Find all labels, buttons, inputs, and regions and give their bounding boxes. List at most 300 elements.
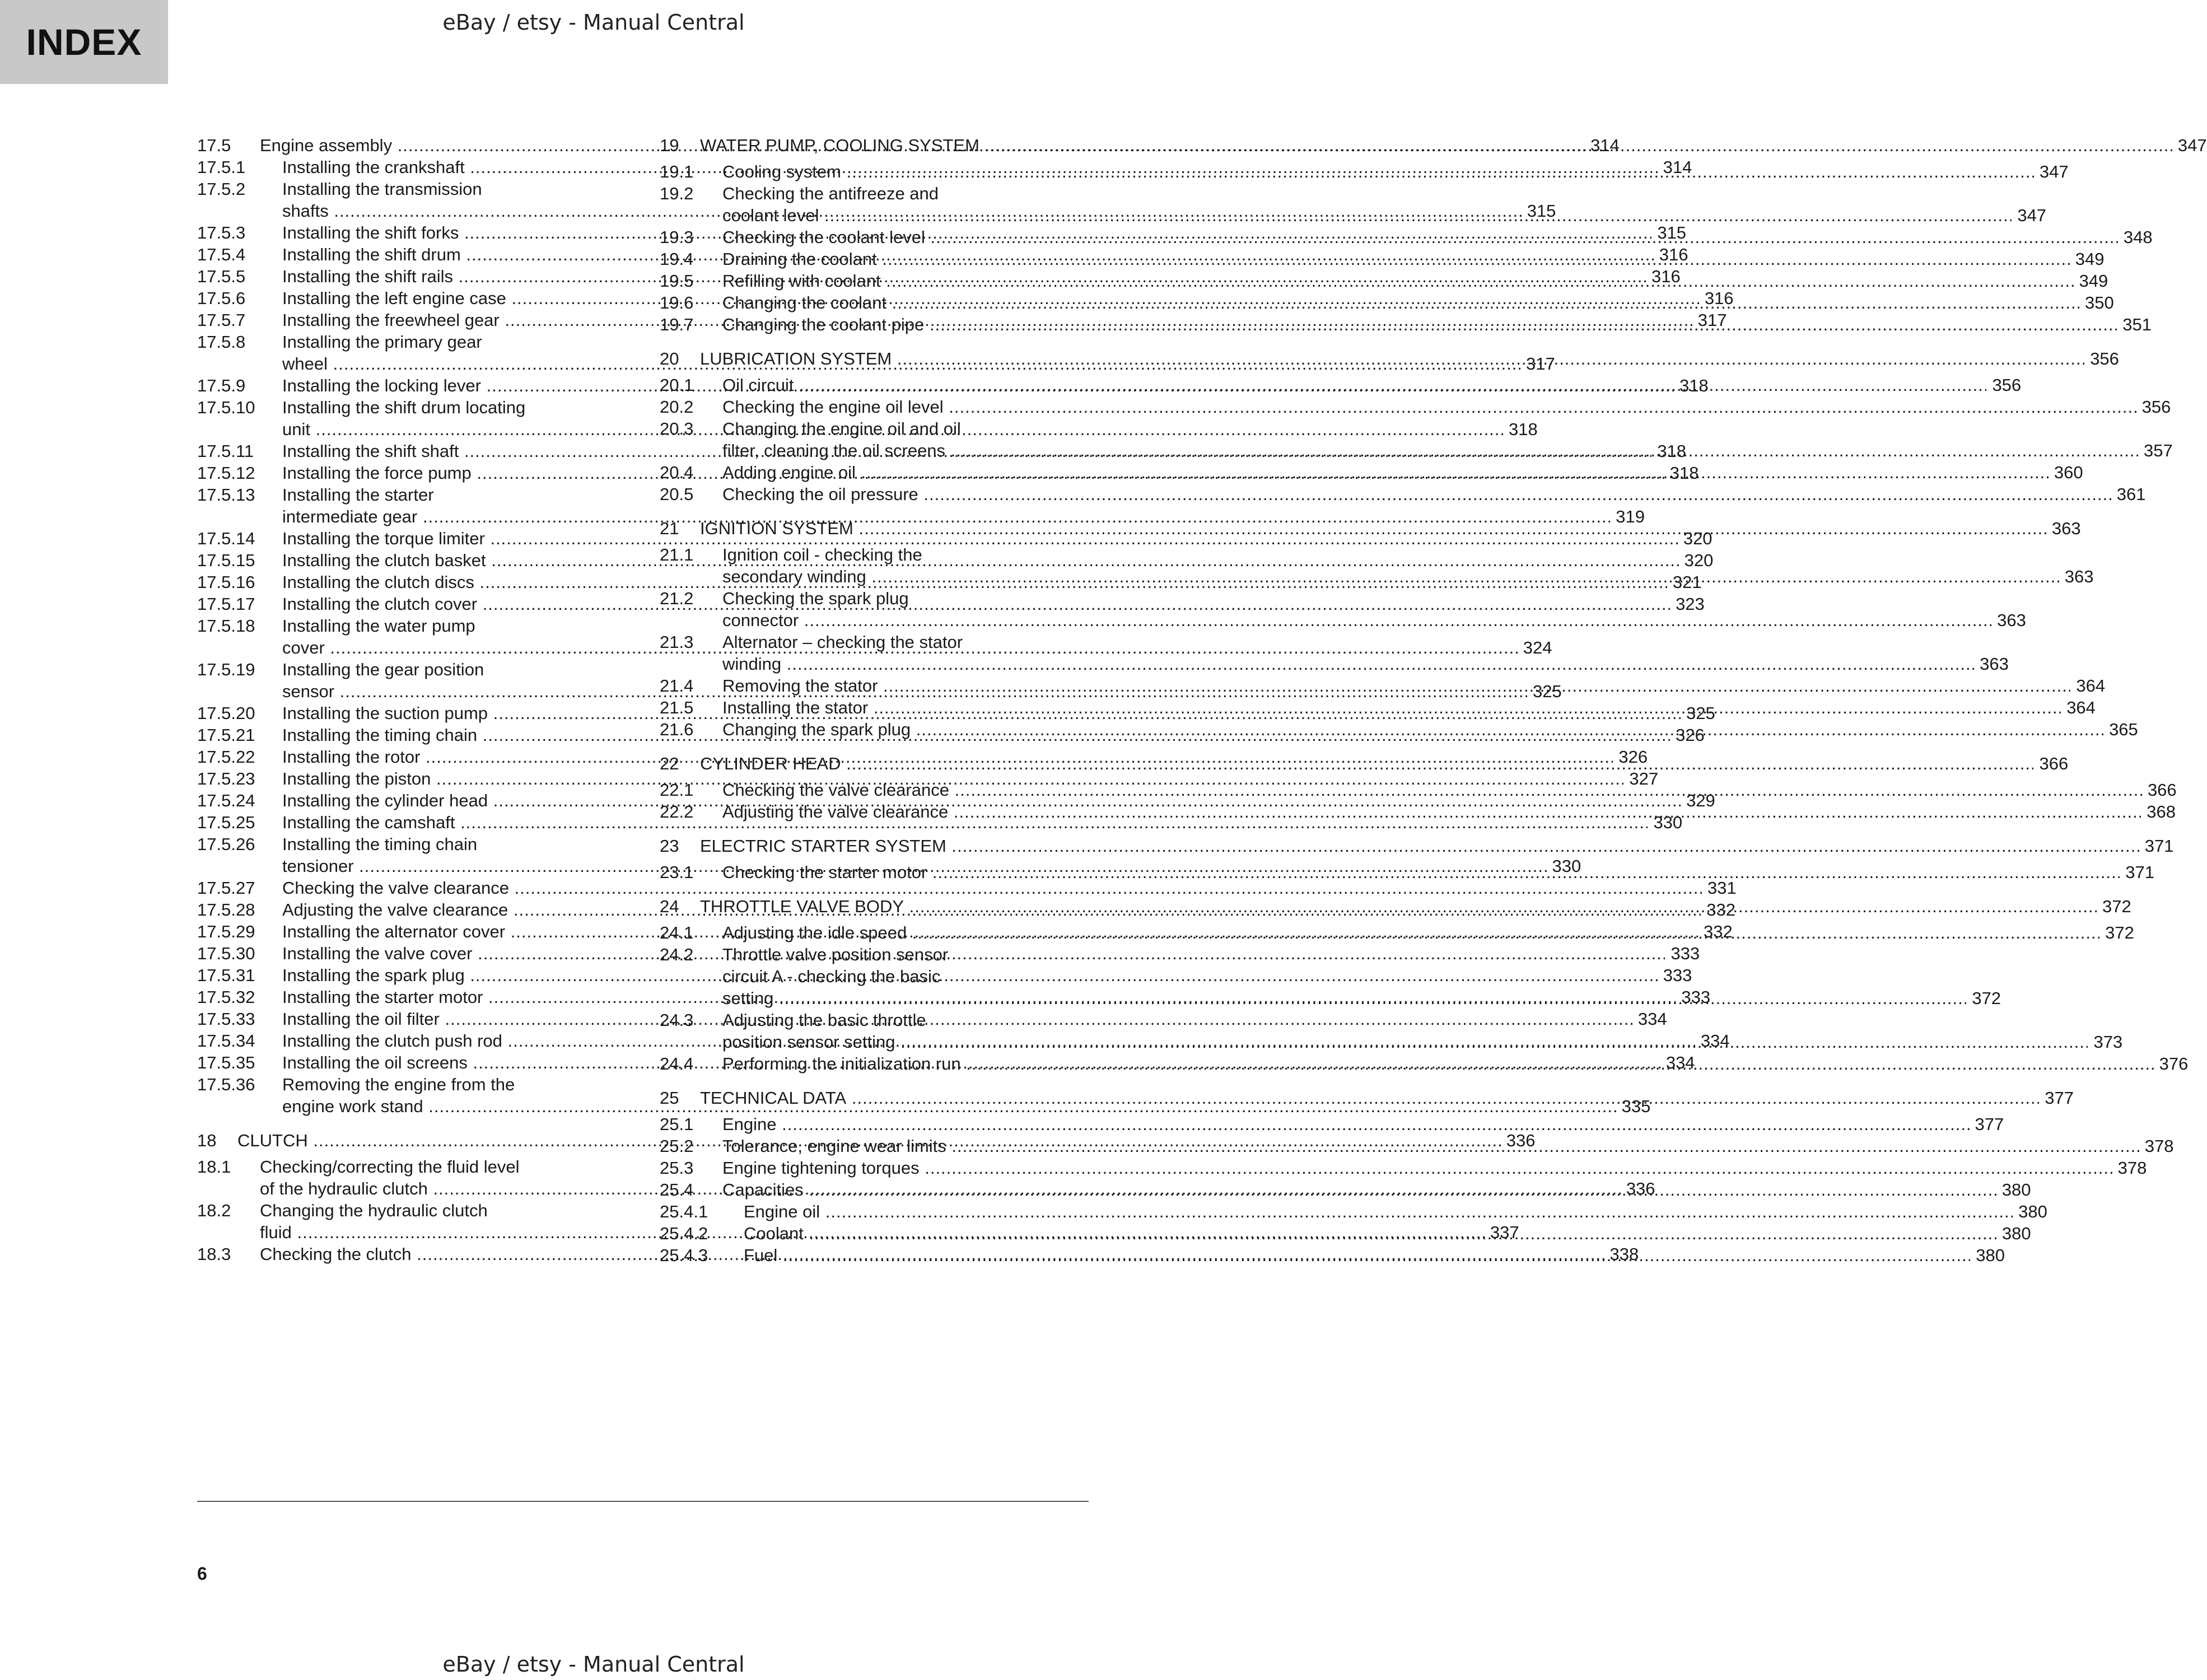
toc-entry-number: 17.5.28 bbox=[197, 900, 255, 920]
toc-entry-title-line: Performing the initialization run ..... bbox=[722, 1053, 2188, 1075]
toc-entry-number: 18.2 bbox=[197, 1201, 231, 1220]
toc-entry-number: 25.4 bbox=[660, 1180, 694, 1200]
toc-entry-title-line: IGNITION SYSTEM ..... bbox=[700, 517, 2081, 539]
toc-entry-title-line: Installing the locking lever ..... bbox=[282, 375, 1709, 396]
toc-entry-number: 20.4 bbox=[660, 463, 694, 482]
toc-entry-number: 17.5.36 bbox=[197, 1075, 255, 1094]
toc-entry-title bbox=[722, 944, 2001, 1009]
toc-entry-title bbox=[722, 697, 2096, 718]
toc-entry-page: 363 bbox=[1991, 609, 2026, 631]
toc-entry-page: 334 bbox=[1632, 1008, 1667, 1030]
toc-entry-page: 372 bbox=[2097, 895, 2131, 917]
toc-entry-title-line: Adjusting the idle speed ..... bbox=[722, 922, 2134, 944]
toc-entry-title-line: Installing the shift rails ..... bbox=[282, 265, 1681, 287]
toc-entry-title-line: Installing the torque limiter ..... bbox=[282, 528, 1713, 549]
toc-entry-number: 23 bbox=[660, 836, 679, 856]
watermark-bottom: eBay / etsy - Manual Central bbox=[442, 1652, 745, 1677]
toc-entry-title-line: Installing the transmission bbox=[282, 179, 482, 199]
toc-entry-number: 17.5.14 bbox=[197, 529, 255, 548]
toc-entry-title-line: Installing the force pump ..... bbox=[282, 462, 1699, 484]
toc-entry-title bbox=[722, 314, 2152, 335]
toc-entry-title-line: Installing the gear position bbox=[282, 660, 484, 679]
toc-entry-page: 380 bbox=[2013, 1201, 2047, 1222]
toc-entry-number: 24 bbox=[660, 897, 679, 916]
toc-entry-title-line: Checking the coolant level ..... bbox=[722, 226, 2153, 248]
toc-entry-number: 17.5.7 bbox=[197, 310, 246, 330]
toc-entry-page: 378 bbox=[2112, 1157, 2147, 1179]
toc-entry-number: 17.5.5 bbox=[197, 267, 246, 286]
toc-entry-title-line: Installing the spark plug ..... bbox=[282, 964, 1692, 986]
toc-entry-title-line: tensioner ..... bbox=[282, 855, 1581, 877]
toc-entry[interactable] bbox=[660, 1201, 2047, 1222]
toc-entry-title-line: Checking the antifreeze and bbox=[722, 184, 939, 203]
toc-entry-number: 17.5.21 bbox=[197, 725, 255, 745]
toc-entry-number: 18.1 bbox=[197, 1157, 231, 1177]
toc-entry-page: 363 bbox=[2059, 566, 2094, 587]
toc-entry-number: 25.4.3 bbox=[660, 1245, 708, 1265]
toc-entry-title-line: Ignition coil - checking the bbox=[722, 545, 922, 564]
toc-entry-title-line: Installing the starter motor ..... bbox=[282, 986, 1710, 1008]
toc-entry-number: 17.5 bbox=[197, 136, 231, 155]
toc-entry-title bbox=[722, 183, 2046, 226]
toc-entry-page: 314 bbox=[1658, 156, 1692, 178]
index-tab: INDEX bbox=[0, 0, 168, 84]
toc-entry-number: 20.5 bbox=[660, 484, 694, 504]
toc-entry-page: 327 bbox=[1623, 768, 1658, 790]
toc-entry-title-line: engine work stand ..... bbox=[282, 1095, 1650, 1117]
toc-entry-title bbox=[700, 517, 2081, 539]
toc-entry-page: 371 bbox=[2139, 835, 2174, 857]
toc-entry-number: 24.2 bbox=[660, 945, 694, 964]
toc-entry-title bbox=[700, 753, 2068, 774]
toc-entry-number: 17.5.15 bbox=[197, 550, 255, 570]
toc-entry-title-line: Adjusting the basic throttle bbox=[722, 1010, 926, 1030]
toc-entry-number: 19.2 bbox=[660, 184, 694, 203]
toc-entry-title bbox=[722, 544, 2093, 587]
toc-entry-page: 315 bbox=[1522, 200, 1556, 222]
toc-entry-number: 20 bbox=[660, 349, 679, 368]
toc-entry-page: 347 bbox=[2034, 161, 2069, 183]
toc-entry-page: 377 bbox=[1970, 1113, 2004, 1135]
toc-entry-title-line: filter, cleaning the oil screens ..... bbox=[722, 440, 2173, 461]
toc-entry-page: 360 bbox=[2049, 461, 2083, 483]
toc-entry-title-line: Installing the piston ..... bbox=[282, 768, 1658, 790]
toc-entry-title-line: LUBRICATION SYSTEM ..... bbox=[700, 348, 2119, 370]
toc-entry-title-line: shafts ..... bbox=[282, 200, 1556, 222]
toc-entry-title bbox=[722, 922, 2134, 944]
toc-entry-page: 314 bbox=[1585, 134, 1620, 156]
toc-entry-page: 380 bbox=[1996, 1179, 2031, 1201]
toc-entry-page: 366 bbox=[2142, 779, 2177, 801]
toc-entry-title bbox=[700, 1087, 2074, 1109]
toc-entry-title-line: Installing the clutch discs ..... bbox=[282, 571, 1702, 593]
toc-entry-number: 22.2 bbox=[660, 802, 694, 822]
toc-entry-title-line: Installing the oil filter ..... bbox=[282, 1008, 1667, 1030]
toc-entry-page: 380 bbox=[1996, 1222, 2031, 1244]
toc-entry-page: 336 bbox=[1501, 1130, 1536, 1151]
toc-entry-title-line: Cooling system ..... bbox=[722, 161, 2069, 183]
toc-entry-page: 349 bbox=[2070, 248, 2105, 270]
toc-entry-page: 337 bbox=[1485, 1221, 1519, 1243]
toc-entry-number: 24.3 bbox=[660, 1010, 694, 1030]
toc-entry-title-line: Checking the clutch ..... bbox=[260, 1243, 1639, 1265]
toc-entry-title bbox=[700, 895, 2131, 917]
toc-entry-page: 378 bbox=[2139, 1135, 2174, 1157]
toc-entry-page: 317 bbox=[1692, 309, 1727, 331]
toc-entry-page: 320 bbox=[1679, 549, 1714, 571]
toc-entry-title bbox=[722, 1135, 2173, 1157]
toc-entry-number: 21 bbox=[660, 519, 679, 538]
toc-entry-title-line: Installing the stator ..... bbox=[722, 697, 2096, 718]
toc-entry-title bbox=[722, 1179, 2031, 1201]
toc-entry-title-line: Installing the camshaft ..... bbox=[282, 811, 1682, 833]
toc-entry-number: 25.1 bbox=[660, 1114, 694, 1134]
toc-entry-number: 17.5.10 bbox=[197, 398, 255, 417]
toc-entry-number: 21.4 bbox=[660, 676, 694, 696]
toc-entry-page: 316 bbox=[1699, 287, 1734, 309]
toc-entry-number: 25 bbox=[660, 1088, 679, 1108]
toc-entry-title-line: Removing the stator ..... bbox=[722, 675, 2105, 697]
toc-entry-title bbox=[722, 248, 2104, 270]
toc-entry-title-line: TECHNICAL DATA ..... bbox=[700, 1087, 2074, 1109]
toc-entry-page: 334 bbox=[1660, 1052, 1695, 1074]
toc-entry-title-line: Installing the clutch cover ..... bbox=[282, 593, 1705, 615]
toc-entry-title-line: Checking the spark plug bbox=[722, 589, 909, 608]
toc-entry-title-line: CLUTCH ..... bbox=[237, 1130, 1535, 1151]
toc-entry-title-line: CYLINDER HEAD ..... bbox=[700, 753, 2068, 774]
toc-entry-title-line: Checking the oil pressure ..... bbox=[722, 483, 2146, 505]
toc-entry-number: 17.5.26 bbox=[197, 834, 255, 854]
toc-entry-number: 17.5.18 bbox=[197, 616, 255, 636]
toc-entry-number: 17.5.17 bbox=[197, 594, 255, 614]
toc-entry-page: 333 bbox=[1676, 986, 1710, 1008]
toc-entry-number: 17.5.2 bbox=[197, 179, 246, 199]
toc-entry-title bbox=[722, 374, 2021, 396]
toc-entry-title-line: Installing the left engine case ..... bbox=[282, 287, 1734, 309]
toc-entry-title-line: Checking the engine oil level ..... bbox=[722, 396, 2171, 418]
toc-entry-title bbox=[722, 861, 2154, 883]
toc-entry[interactable] bbox=[660, 396, 2171, 418]
toc-entry-number: 20.1 bbox=[660, 375, 694, 395]
toc-entry-title-line: Engine oil ..... bbox=[744, 1201, 2047, 1222]
toc-entry-title bbox=[722, 718, 2138, 740]
toc-entry-title-line: Installing the crankshaft ..... bbox=[282, 156, 1692, 178]
toc-entry-title-line: of the hydraulic clutch ..... bbox=[260, 1178, 1655, 1200]
toc-entry-title bbox=[722, 587, 2026, 631]
toc-entry-page: 356 bbox=[2136, 396, 2171, 418]
toc-entry[interactable] bbox=[660, 1157, 2147, 1179]
toc-entry-number: 17.5.34 bbox=[197, 1031, 255, 1051]
toc-entry-title-line: Installing the clutch basket ..... bbox=[282, 549, 1713, 571]
toc-entry-page: 351 bbox=[2117, 314, 2152, 335]
toc-entry-title-line: Installing the alternator cover ..... bbox=[282, 921, 1733, 942]
toc-entry-page: 317 bbox=[1520, 353, 1555, 375]
toc-entry-title-line: Oil circuit ..... bbox=[722, 374, 2021, 396]
toc-entry-number: 17.5.22 bbox=[197, 747, 255, 767]
toc-entry-number: 17.5.31 bbox=[197, 965, 255, 985]
toc-entry-number: 24.1 bbox=[660, 923, 694, 942]
toc-entry-page: 348 bbox=[2118, 226, 2153, 248]
toc-entry-number: 19.4 bbox=[660, 249, 694, 269]
toc-entry-title-line: Installing the oil screens ..... bbox=[282, 1052, 1695, 1074]
toc-entry-page: 349 bbox=[2074, 270, 2108, 292]
toc-entry-page: 318 bbox=[1664, 462, 1699, 484]
toc-entry-title-line: Draining the coolant ..... bbox=[722, 248, 2104, 270]
toc-entry-title bbox=[722, 292, 2114, 314]
toc-entry-page: 372 bbox=[1966, 987, 2001, 1009]
toc-entry-number: 17.5.24 bbox=[197, 791, 255, 810]
toc-entry-page: 329 bbox=[1681, 790, 1715, 811]
toc-entry-title bbox=[722, 1053, 2188, 1075]
toc-entry-number: 25.2 bbox=[660, 1136, 694, 1156]
toc-entry[interactable] bbox=[660, 1113, 2004, 1135]
toc-entry-number: 17.5.19 bbox=[197, 660, 255, 679]
toc-entry-title-line: Changing the coolant ..... bbox=[722, 292, 2114, 314]
toc-entry-title-line: Checking/correcting the fluid level bbox=[260, 1157, 520, 1177]
toc-entry-page: 325 bbox=[1681, 702, 1715, 724]
toc-entry-number: 17.5.35 bbox=[197, 1053, 255, 1072]
toc-entry-title-line: Throttle valve position sensor bbox=[722, 945, 949, 964]
toc-entry-title-line: Checking the valve clearance ..... bbox=[722, 779, 2177, 801]
toc-entry-page: 330 bbox=[1648, 811, 1682, 833]
toc-entry-page: 318 bbox=[1651, 440, 1686, 462]
toc-entry-page: 318 bbox=[1674, 375, 1709, 396]
toc-entry-title bbox=[700, 134, 2207, 156]
toc-entry-title-line: Tolerance, engine wear limits ..... bbox=[722, 1135, 2173, 1157]
toc-entry-page: 325 bbox=[1527, 680, 1562, 702]
toc-entry-number: 18.3 bbox=[197, 1244, 231, 1264]
toc-entry-title bbox=[722, 161, 2069, 183]
toc-entry-title bbox=[722, 418, 2173, 461]
toc-entry-title-line: Adjusting the valve clearance ..... bbox=[722, 801, 2176, 823]
toc-entry-title bbox=[700, 348, 2119, 370]
toc-entry-number: 22 bbox=[660, 754, 679, 773]
toc-entry-title bbox=[722, 675, 2105, 697]
toc-entry-title-line: Fuel ..... bbox=[744, 1244, 2005, 1266]
toc-entry-page: 318 bbox=[1503, 418, 1538, 440]
toc-entry-title-line: cover ..... bbox=[282, 637, 1552, 659]
toc-entry-page: 334 bbox=[1695, 1030, 1730, 1052]
toc-entry-title-line: Coolant ..... bbox=[744, 1222, 2031, 1244]
toc-entry-title bbox=[722, 461, 2083, 483]
toc-entry-title-line: Engine ..... bbox=[722, 1113, 2004, 1135]
toc-entry-number: 17.5.13 bbox=[197, 485, 255, 505]
toc-entry-page: 366 bbox=[2033, 753, 2068, 774]
toc-entry-page: 372 bbox=[2099, 922, 2134, 944]
page-number: 6 bbox=[197, 1564, 207, 1584]
toc-entry-title-line: Installing the primary gear bbox=[282, 332, 482, 352]
toc-entry-title-line: unit ..... bbox=[282, 418, 1538, 440]
toc-entry-title-line: Installing the freewheel gear ..... bbox=[282, 309, 1727, 331]
toc-entry-page: 331 bbox=[1702, 877, 1737, 899]
toc-entry-page: 361 bbox=[2111, 483, 2146, 505]
toc-entry-title bbox=[700, 835, 2174, 857]
toc-entry-title-line: Engine assembly ..... bbox=[260, 134, 1620, 156]
toc-entry-page: 377 bbox=[2039, 1087, 2074, 1109]
toc-entry-page: 332 bbox=[1698, 921, 1733, 942]
toc-entry-number: 19.1 bbox=[660, 162, 694, 181]
toc-entry-title-line: Changing the hydraulic clutch bbox=[260, 1201, 488, 1220]
toc-entry-page: 335 bbox=[1616, 1095, 1651, 1117]
toc-entry-title-line: Changing the coolant pipe ..... bbox=[722, 314, 2152, 335]
toc-entry-page: 363 bbox=[1974, 653, 2009, 675]
toc-entry-page: 323 bbox=[1670, 593, 1705, 615]
toc-entry-page: 315 bbox=[1651, 222, 1686, 244]
toc-entry-title bbox=[722, 801, 2176, 823]
toc-entry-number: 21.2 bbox=[660, 589, 694, 608]
toc-entry-title-line: circuit A - checking the basic bbox=[722, 967, 941, 986]
toc-entry-page: 347 bbox=[2172, 134, 2207, 156]
toc-entry-title-line: Checking the valve clearance ..... bbox=[282, 877, 1737, 899]
toc-entry-page: 371 bbox=[2120, 861, 2154, 883]
toc-entry-number: 18 bbox=[197, 1131, 217, 1150]
toc-entry-title-line: Installing the clutch push rod ..... bbox=[282, 1030, 1730, 1052]
toc-entry-title-line: Changing the engine oil and oil bbox=[722, 419, 961, 438]
toc-entry-title-line: THROTTLE VALVE BODY ..... bbox=[700, 895, 2131, 917]
toc-entry-number: 21.6 bbox=[660, 720, 694, 739]
toc-entry-title-line: Changing the spark plug ..... bbox=[722, 718, 2138, 740]
toc-entry-page: 350 bbox=[2079, 292, 2114, 314]
toc-entry-page: 365 bbox=[2103, 718, 2138, 740]
toc-entry-number: 17.5.25 bbox=[197, 813, 255, 832]
toc-entry-page: 326 bbox=[1670, 724, 1705, 746]
toc-entry-title-line: secondary winding ..... bbox=[722, 566, 2093, 587]
toc-entry-title-line: fluid ..... bbox=[260, 1221, 1519, 1243]
toc-entry-number: 21.5 bbox=[660, 698, 694, 717]
toc-entry-number: 17.5.3 bbox=[197, 223, 246, 242]
toc-entry-page: 364 bbox=[2070, 675, 2105, 697]
toc-entry-title-line: position sensor setting ..... bbox=[722, 1031, 2122, 1053]
toc-entry-title-line: Installing the suction pump ..... bbox=[282, 702, 1715, 724]
toc-entry-title-line: Installing the cylinder head ..... bbox=[282, 790, 1715, 811]
toc-entry-page: 319 bbox=[1610, 506, 1645, 528]
toc-entry-title bbox=[722, 270, 2108, 292]
toc-entry-number: 19.5 bbox=[660, 271, 694, 291]
toc-entry-title-line: Installing the valve cover ..... bbox=[282, 942, 1700, 964]
toc-entry-page: 333 bbox=[1658, 964, 1692, 986]
toc-entry-title bbox=[722, 1157, 2147, 1179]
toc-entry-page: 316 bbox=[1646, 265, 1681, 287]
toc-entry-page: 333 bbox=[1665, 942, 1700, 964]
toc-entry-number: 25.3 bbox=[660, 1158, 694, 1178]
toc-entry-title-line: Installing the shift drum ..... bbox=[282, 244, 1688, 265]
toc-entry-page: 336 bbox=[1621, 1178, 1655, 1200]
toc-entry-page: 338 bbox=[1604, 1243, 1639, 1265]
toc-entry-title-line: Engine tightening torques ..... bbox=[722, 1157, 2147, 1179]
toc-entry-title bbox=[722, 631, 2009, 675]
toc-entry-number: 17.5.4 bbox=[197, 245, 246, 264]
toc-entry-number: 25.4.2 bbox=[660, 1224, 708, 1243]
toc-entry-title-line: connector ..... bbox=[722, 609, 2026, 631]
toc-entry-title-line: Removing the engine from the bbox=[282, 1075, 515, 1094]
toc-entry-title-line: intermediate gear ..... bbox=[282, 506, 1645, 528]
toc-entry[interactable] bbox=[660, 483, 2146, 505]
toc-entry-number: 17.5.8 bbox=[197, 332, 246, 352]
toc-entry-title-line: Adjusting the valve clearance ..... bbox=[282, 899, 1735, 921]
toc-entry-page: 326 bbox=[1613, 746, 1648, 768]
toc-entry-title-line: setting ..... bbox=[722, 987, 2001, 1009]
toc-entry-title bbox=[744, 1244, 2005, 1266]
toc-entry-page: 332 bbox=[1701, 899, 1735, 921]
toc-entry-number: 19.3 bbox=[660, 227, 694, 247]
toc-entry-page: 364 bbox=[2061, 697, 2096, 718]
toc-entry-title-line: Capacities ..... bbox=[722, 1179, 2031, 1201]
toc-entry-page: 357 bbox=[2138, 440, 2173, 461]
toc-entry-page: 324 bbox=[1518, 637, 1552, 659]
toc-entry-title-line: Installing the water pump bbox=[282, 616, 475, 636]
toc-entry-number: 20.3 bbox=[660, 419, 694, 438]
toc-entry-title-line: ELECTRIC STARTER SYSTEM ..... bbox=[700, 835, 2174, 857]
toc-entry-number: 21.1 bbox=[660, 545, 694, 564]
toc-entry-number: 17.5.33 bbox=[197, 1009, 255, 1029]
toc-entry-title bbox=[722, 396, 2171, 418]
toc-entry-page: 373 bbox=[2088, 1031, 2122, 1053]
toc-entry-title-line: Installing the rotor ..... bbox=[282, 746, 1648, 768]
toc-entry-title bbox=[722, 779, 2177, 801]
toc-entry-title-line: Installing the shift drum locating bbox=[282, 398, 526, 417]
toc-entry-title bbox=[722, 1113, 2004, 1135]
watermark-top: eBay / etsy - Manual Central bbox=[442, 10, 745, 35]
toc-entry-number: 17.5.6 bbox=[197, 288, 246, 308]
toc-entry-number: 22.1 bbox=[660, 780, 694, 800]
toc-entry-page: 347 bbox=[2012, 204, 2046, 226]
toc-entry-number: 19 bbox=[660, 136, 679, 155]
toc-entry-page: 330 bbox=[1547, 855, 1581, 877]
toc-entry-number: 17.5.23 bbox=[197, 769, 255, 788]
toc-entry-title bbox=[744, 1222, 2031, 1244]
toc-entry-page: 316 bbox=[1654, 244, 1688, 265]
toc-entry-title-line: wheel ..... bbox=[282, 353, 1555, 375]
toc-entry-number: 20.2 bbox=[660, 397, 694, 417]
toc-entry-page: 368 bbox=[2141, 801, 2176, 823]
toc-entry-number: 17.5.12 bbox=[197, 463, 255, 483]
toc-entry-page: 363 bbox=[2046, 517, 2081, 539]
toc-entry-title-line: Alternator – checking the stator bbox=[722, 632, 963, 652]
toc-entry-title bbox=[722, 1009, 2122, 1053]
toc-entry-title-line: WATER PUMP, COOLING SYSTEM ..... bbox=[700, 134, 2207, 156]
toc-entry-title-line: Installing the shift shaft ..... bbox=[282, 440, 1686, 462]
toc-entry-page: 320 bbox=[1678, 528, 1713, 549]
toc-entry-number: 19.7 bbox=[660, 315, 694, 334]
toc-entry-number: 17.5.11 bbox=[197, 441, 254, 461]
toc-entry-title bbox=[722, 483, 2146, 505]
toc-entry-title-line: Installing the starter bbox=[282, 485, 434, 505]
toc-entry-title-line: Checking the starter motor ..... bbox=[722, 861, 2154, 883]
toc-entry-number: 23.1 bbox=[660, 862, 694, 882]
toc-entry[interactable] bbox=[197, 877, 1737, 899]
toc-entry-title bbox=[722, 226, 2153, 248]
toc-entry-title-line: Installing the timing chain bbox=[282, 834, 478, 854]
toc-entry-number: 21.3 bbox=[660, 632, 694, 652]
toc-entry[interactable] bbox=[660, 835, 2174, 857]
toc-entry-number: 24.4 bbox=[660, 1054, 694, 1074]
footer-divider bbox=[197, 1501, 1089, 1502]
toc-entry-page: 321 bbox=[1667, 571, 1702, 593]
toc-entry-number: 19.6 bbox=[660, 293, 694, 312]
toc-entry-title-line: sensor ..... bbox=[282, 680, 1562, 702]
toc-entry-title-line: Refilling with coolant ..... bbox=[722, 270, 2108, 292]
toc-entry-number: 17.5.32 bbox=[197, 987, 255, 1007]
toc-entry-title-line: Adding engine oil ..... bbox=[722, 461, 2083, 483]
toc-entry-number: 17.5.16 bbox=[197, 572, 255, 592]
toc-entry-number: 17.5.20 bbox=[197, 703, 255, 723]
toc-entry-title-line: Installing the timing chain ..... bbox=[282, 724, 1705, 746]
toc-entry-page: 356 bbox=[2084, 348, 2119, 370]
toc-entry-number: 17.5.9 bbox=[197, 376, 246, 395]
toc-entry-title-line: coolant level ..... bbox=[722, 204, 2046, 226]
toc-entry-title-line: Installing the shift forks ..... bbox=[282, 222, 1686, 244]
toc-entry-page: 376 bbox=[2154, 1053, 2189, 1075]
